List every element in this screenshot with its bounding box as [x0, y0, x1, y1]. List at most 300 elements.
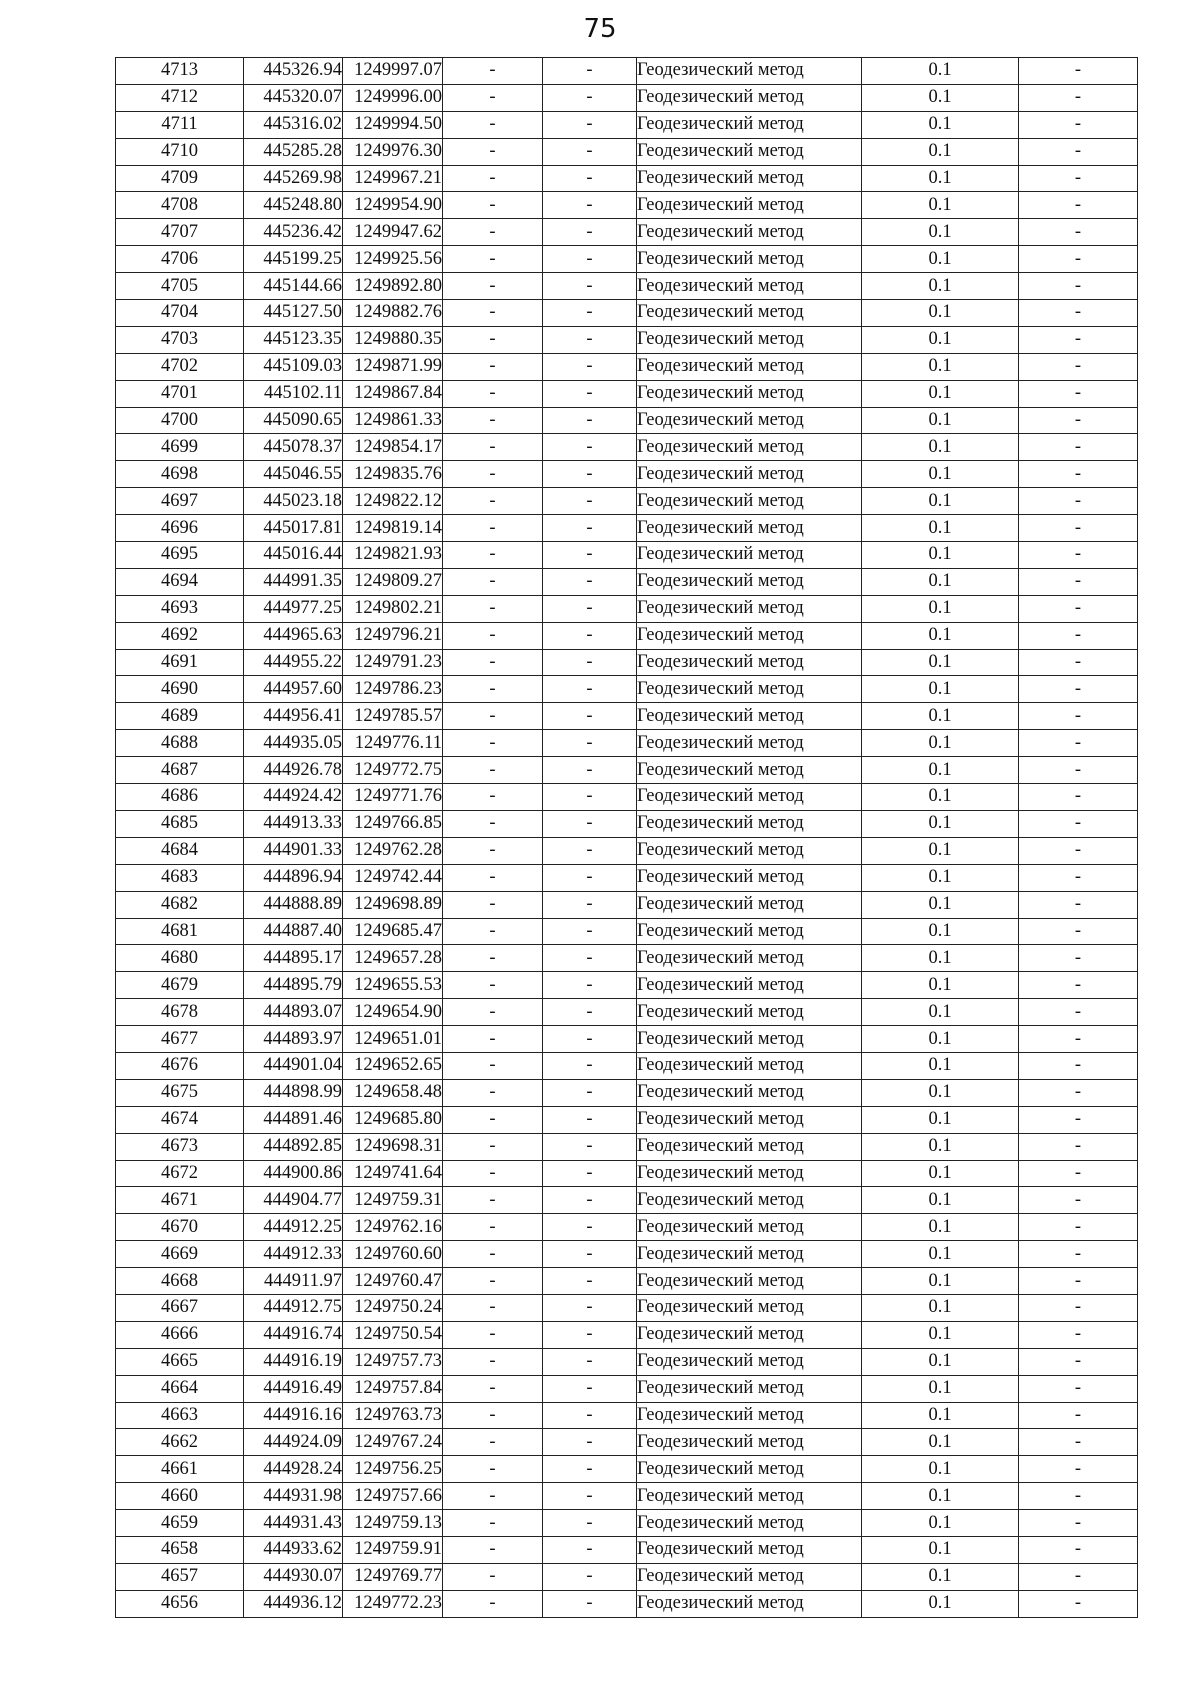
accuracy-cell: 0.1 [862, 1214, 1019, 1241]
dash-cell: - [443, 1160, 543, 1187]
dash-cell: - [1019, 1294, 1138, 1321]
method-cell: Геодезический метод [637, 1375, 862, 1402]
y-coordinate-cell: 1249757.84 [343, 1375, 443, 1402]
dash-cell: - [443, 1321, 543, 1348]
point-number-cell: 4673 [116, 1133, 244, 1160]
point-number-cell: 4661 [116, 1456, 244, 1483]
y-coordinate-cell: 1249685.47 [343, 918, 443, 945]
point-number-cell: 4687 [116, 757, 244, 784]
dash-cell: - [1019, 784, 1138, 811]
method-cell: Геодезический метод [637, 1590, 862, 1617]
dash-cell: - [1019, 84, 1138, 111]
point-number-cell: 4657 [116, 1563, 244, 1590]
x-coordinate-cell: 445199.25 [244, 246, 343, 273]
dash-cell: - [1019, 542, 1138, 569]
dash-cell: - [543, 111, 637, 138]
y-coordinate-cell: 1249835.76 [343, 461, 443, 488]
point-number-cell: 4707 [116, 219, 244, 246]
method-cell: Геодезический метод [637, 1187, 862, 1214]
dash-cell: - [1019, 1348, 1138, 1375]
dash-cell: - [543, 1590, 637, 1617]
x-coordinate-cell: 444895.79 [244, 972, 343, 999]
y-coordinate-cell: 1249822.12 [343, 488, 443, 515]
x-coordinate-cell: 444924.42 [244, 784, 343, 811]
method-cell: Геодезический метод [637, 434, 862, 461]
method-cell: Геодезический метод [637, 1321, 862, 1348]
method-cell: Геодезический метод [637, 1510, 862, 1537]
y-coordinate-cell: 1249759.91 [343, 1536, 443, 1563]
dash-cell: - [543, 192, 637, 219]
method-cell: Геодезический метод [637, 918, 862, 945]
table-row [116, 1321, 1138, 1348]
method-cell: Геодезический метод [637, 111, 862, 138]
y-coordinate-cell: 1249750.54 [343, 1321, 443, 1348]
dash-cell: - [543, 407, 637, 434]
dash-cell: - [443, 515, 543, 542]
accuracy-cell: 0.1 [862, 1456, 1019, 1483]
dash-cell: - [1019, 568, 1138, 595]
dash-cell: - [443, 595, 543, 622]
accuracy-cell: 0.1 [862, 353, 1019, 380]
dash-cell: - [443, 972, 543, 999]
x-coordinate-cell: 444895.17 [244, 945, 343, 972]
accuracy-cell: 0.1 [862, 595, 1019, 622]
point-number-cell: 4690 [116, 676, 244, 703]
y-coordinate-cell: 1249742.44 [343, 864, 443, 891]
point-number-cell: 4660 [116, 1483, 244, 1510]
point-number-cell: 4681 [116, 918, 244, 945]
dash-cell: - [543, 461, 637, 488]
accuracy-cell: 0.1 [862, 1563, 1019, 1590]
dash-cell: - [1019, 138, 1138, 165]
point-number-cell: 4671 [116, 1187, 244, 1214]
method-cell: Геодезический метод [637, 1026, 862, 1053]
dash-cell: - [543, 649, 637, 676]
method-cell: Геодезический метод [637, 192, 862, 219]
dash-cell: - [443, 622, 543, 649]
point-number-cell: 4697 [116, 488, 244, 515]
dash-cell: - [1019, 1079, 1138, 1106]
dash-cell: - [543, 1079, 637, 1106]
method-cell: Геодезический метод [637, 945, 862, 972]
y-coordinate-cell: 1249821.93 [343, 542, 443, 569]
point-number-cell: 4682 [116, 891, 244, 918]
point-number-cell: 4669 [116, 1241, 244, 1268]
dash-cell: - [443, 891, 543, 918]
dash-cell: - [543, 542, 637, 569]
x-coordinate-cell: 444935.05 [244, 730, 343, 757]
method-cell: Геодезический метод [637, 1536, 862, 1563]
dash-cell: - [443, 918, 543, 945]
table-row [116, 1214, 1138, 1241]
dash-cell: - [543, 1536, 637, 1563]
dash-cell: - [443, 1563, 543, 1590]
dash-cell: - [543, 757, 637, 784]
dash-cell: - [543, 353, 637, 380]
dash-cell: - [443, 1456, 543, 1483]
y-coordinate-cell: 1249871.99 [343, 353, 443, 380]
dash-cell: - [1019, 1429, 1138, 1456]
point-number-cell: 4678 [116, 999, 244, 1026]
y-coordinate-cell: 1249802.21 [343, 595, 443, 622]
x-coordinate-cell: 444931.43 [244, 1510, 343, 1537]
dash-cell: - [543, 1160, 637, 1187]
dash-cell: - [1019, 1536, 1138, 1563]
x-coordinate-cell: 444957.60 [244, 676, 343, 703]
point-number-cell: 4695 [116, 542, 244, 569]
dash-cell: - [1019, 515, 1138, 542]
table-row [116, 1079, 1138, 1106]
x-coordinate-cell: 445326.94 [244, 58, 343, 85]
point-number-cell: 4675 [116, 1079, 244, 1106]
point-number-cell: 4702 [116, 353, 244, 380]
dash-cell: - [1019, 1106, 1138, 1133]
table-row [116, 273, 1138, 300]
dash-cell: - [443, 219, 543, 246]
point-number-cell: 4658 [116, 1536, 244, 1563]
x-coordinate-cell: 444887.40 [244, 918, 343, 945]
method-cell: Геодезический метод [637, 1241, 862, 1268]
y-coordinate-cell: 1249996.00 [343, 84, 443, 111]
table-row [116, 515, 1138, 542]
method-cell: Геодезический метод [637, 84, 862, 111]
point-number-cell: 4664 [116, 1375, 244, 1402]
dash-cell: - [543, 1106, 637, 1133]
dash-cell: - [1019, 1590, 1138, 1617]
dash-cell: - [543, 165, 637, 192]
y-coordinate-cell: 1249760.47 [343, 1268, 443, 1295]
method-cell: Геодезический метод [637, 1079, 862, 1106]
accuracy-cell: 0.1 [862, 1241, 1019, 1268]
accuracy-cell: 0.1 [862, 864, 1019, 891]
accuracy-cell: 0.1 [862, 1348, 1019, 1375]
x-coordinate-cell: 444912.25 [244, 1214, 343, 1241]
table-row [116, 407, 1138, 434]
y-coordinate-cell: 1249769.77 [343, 1563, 443, 1590]
y-coordinate-cell: 1249685.80 [343, 1106, 443, 1133]
y-coordinate-cell: 1249785.57 [343, 703, 443, 730]
accuracy-cell: 0.1 [862, 461, 1019, 488]
accuracy-cell: 0.1 [862, 649, 1019, 676]
accuracy-cell: 0.1 [862, 488, 1019, 515]
method-cell: Геодезический метод [637, 999, 862, 1026]
dash-cell: - [443, 111, 543, 138]
accuracy-cell: 0.1 [862, 1026, 1019, 1053]
x-coordinate-cell: 444955.22 [244, 649, 343, 676]
dash-cell: - [443, 1106, 543, 1133]
x-coordinate-cell: 445269.98 [244, 165, 343, 192]
method-cell: Геодезический метод [637, 1456, 862, 1483]
x-coordinate-cell: 445102.11 [244, 380, 343, 407]
dash-cell: - [443, 649, 543, 676]
dash-cell: - [543, 999, 637, 1026]
dash-cell: - [543, 1348, 637, 1375]
x-coordinate-cell: 444892.85 [244, 1133, 343, 1160]
dash-cell: - [443, 461, 543, 488]
dash-cell: - [443, 1510, 543, 1537]
x-coordinate-cell: 444936.12 [244, 1590, 343, 1617]
y-coordinate-cell: 1249760.60 [343, 1241, 443, 1268]
dash-cell: - [543, 1483, 637, 1510]
table-row [116, 1106, 1138, 1133]
table-row [116, 1187, 1138, 1214]
y-coordinate-cell: 1249997.07 [343, 58, 443, 85]
dash-cell: - [543, 864, 637, 891]
dash-cell: - [443, 84, 543, 111]
dash-cell: - [543, 138, 637, 165]
y-coordinate-cell: 1249954.90 [343, 192, 443, 219]
method-cell: Геодезический метод [637, 219, 862, 246]
dash-cell: - [1019, 1241, 1138, 1268]
x-coordinate-cell: 444931.98 [244, 1483, 343, 1510]
dash-cell: - [443, 1402, 543, 1429]
point-number-cell: 4670 [116, 1214, 244, 1241]
dash-cell: - [443, 273, 543, 300]
method-cell: Геодезический метод [637, 1483, 862, 1510]
table-row [116, 1294, 1138, 1321]
dash-cell: - [1019, 434, 1138, 461]
y-coordinate-cell: 1249854.17 [343, 434, 443, 461]
x-coordinate-cell: 445046.55 [244, 461, 343, 488]
y-coordinate-cell: 1249947.62 [343, 219, 443, 246]
accuracy-cell: 0.1 [862, 1510, 1019, 1537]
table-row [116, 1026, 1138, 1053]
y-coordinate-cell: 1249658.48 [343, 1079, 443, 1106]
dash-cell: - [1019, 864, 1138, 891]
dash-cell: - [443, 1429, 543, 1456]
dash-cell: - [543, 703, 637, 730]
table-row [116, 1268, 1138, 1295]
accuracy-cell: 0.1 [862, 1187, 1019, 1214]
table-row [116, 864, 1138, 891]
dash-cell: - [443, 703, 543, 730]
method-cell: Геодезический метод [637, 837, 862, 864]
dash-cell: - [1019, 1214, 1138, 1241]
dash-cell: - [543, 918, 637, 945]
y-coordinate-cell: 1249759.31 [343, 1187, 443, 1214]
accuracy-cell: 0.1 [862, 380, 1019, 407]
table-row [116, 192, 1138, 219]
x-coordinate-cell: 444904.77 [244, 1187, 343, 1214]
x-coordinate-cell: 444956.41 [244, 703, 343, 730]
table-row [116, 1052, 1138, 1079]
x-coordinate-cell: 444930.07 [244, 1563, 343, 1590]
dash-cell: - [543, 1026, 637, 1053]
table-row [116, 837, 1138, 864]
point-number-cell: 4711 [116, 111, 244, 138]
accuracy-cell: 0.1 [862, 1268, 1019, 1295]
table-row [116, 945, 1138, 972]
accuracy-cell: 0.1 [862, 1402, 1019, 1429]
y-coordinate-cell: 1249867.84 [343, 380, 443, 407]
point-number-cell: 4662 [116, 1429, 244, 1456]
dash-cell: - [543, 676, 637, 703]
x-coordinate-cell: 444916.16 [244, 1402, 343, 1429]
dash-cell: - [1019, 918, 1138, 945]
dash-cell: - [1019, 730, 1138, 757]
point-number-cell: 4709 [116, 165, 244, 192]
accuracy-cell: 0.1 [862, 326, 1019, 353]
accuracy-cell: 0.1 [862, 568, 1019, 595]
method-cell: Геодезический метод [637, 757, 862, 784]
dash-cell: - [1019, 891, 1138, 918]
method-cell: Геодезический метод [637, 353, 862, 380]
point-number-cell: 4710 [116, 138, 244, 165]
method-cell: Геодезический метод [637, 1214, 862, 1241]
dash-cell: - [443, 1348, 543, 1375]
dash-cell: - [443, 138, 543, 165]
x-coordinate-cell: 444896.94 [244, 864, 343, 891]
y-coordinate-cell: 1249652.65 [343, 1052, 443, 1079]
accuracy-cell: 0.1 [862, 757, 1019, 784]
dash-cell: - [543, 58, 637, 85]
point-number-cell: 4676 [116, 1052, 244, 1079]
x-coordinate-cell: 445320.07 [244, 84, 343, 111]
x-coordinate-cell: 445123.35 [244, 326, 343, 353]
accuracy-cell: 0.1 [862, 1294, 1019, 1321]
table-row [116, 703, 1138, 730]
point-number-cell: 4704 [116, 300, 244, 327]
accuracy-cell: 0.1 [862, 1590, 1019, 1617]
dash-cell: - [543, 1456, 637, 1483]
method-cell: Геодезический метод [637, 676, 862, 703]
table-row [116, 1160, 1138, 1187]
table-row [116, 1590, 1138, 1617]
x-coordinate-cell: 445016.44 [244, 542, 343, 569]
y-coordinate-cell: 1249762.16 [343, 1214, 443, 1241]
x-coordinate-cell: 444901.33 [244, 837, 343, 864]
table-row [116, 542, 1138, 569]
table-row [116, 1456, 1138, 1483]
method-cell: Геодезический метод [637, 810, 862, 837]
coordinates-table [115, 57, 1138, 1618]
table-row [116, 891, 1138, 918]
accuracy-cell: 0.1 [862, 784, 1019, 811]
dash-cell: - [1019, 945, 1138, 972]
x-coordinate-cell: 445127.50 [244, 300, 343, 327]
dash-cell: - [1019, 1026, 1138, 1053]
dash-cell: - [1019, 1510, 1138, 1537]
dash-cell: - [443, 192, 543, 219]
table-body [116, 58, 1138, 1618]
method-cell: Геодезический метод [637, 649, 862, 676]
dash-cell: - [543, 622, 637, 649]
x-coordinate-cell: 444898.99 [244, 1079, 343, 1106]
x-coordinate-cell: 445078.37 [244, 434, 343, 461]
dash-cell: - [1019, 1375, 1138, 1402]
accuracy-cell: 0.1 [862, 58, 1019, 85]
table-row [116, 1510, 1138, 1537]
dash-cell: - [543, 1214, 637, 1241]
table-row [116, 353, 1138, 380]
dash-cell: - [543, 326, 637, 353]
dash-cell: - [443, 784, 543, 811]
method-cell: Геодезический метод [637, 1268, 862, 1295]
dash-cell: - [543, 837, 637, 864]
dash-cell: - [443, 246, 543, 273]
accuracy-cell: 0.1 [862, 837, 1019, 864]
dash-cell: - [1019, 246, 1138, 273]
y-coordinate-cell: 1249655.53 [343, 972, 443, 999]
point-number-cell: 4691 [116, 649, 244, 676]
y-coordinate-cell: 1249772.23 [343, 1590, 443, 1617]
accuracy-cell: 0.1 [862, 1375, 1019, 1402]
dash-cell: - [543, 1052, 637, 1079]
table-row [116, 111, 1138, 138]
method-cell: Геодезический метод [637, 461, 862, 488]
table-row [116, 138, 1138, 165]
x-coordinate-cell: 444916.74 [244, 1321, 343, 1348]
accuracy-cell: 0.1 [862, 192, 1019, 219]
accuracy-cell: 0.1 [862, 434, 1019, 461]
dash-cell: - [543, 1133, 637, 1160]
accuracy-cell: 0.1 [862, 542, 1019, 569]
dash-cell: - [1019, 273, 1138, 300]
point-number-cell: 4703 [116, 326, 244, 353]
method-cell: Геодезический метод [637, 1133, 862, 1160]
dash-cell: - [543, 972, 637, 999]
dash-cell: - [443, 676, 543, 703]
method-cell: Геодезический метод [637, 488, 862, 515]
dash-cell: - [443, 380, 543, 407]
table-row [116, 999, 1138, 1026]
accuracy-cell: 0.1 [862, 138, 1019, 165]
x-coordinate-cell: 444924.09 [244, 1429, 343, 1456]
y-coordinate-cell: 1249819.14 [343, 515, 443, 542]
x-coordinate-cell: 444893.97 [244, 1026, 343, 1053]
point-number-cell: 4683 [116, 864, 244, 891]
dash-cell: - [443, 1536, 543, 1563]
table-row [116, 568, 1138, 595]
dash-cell: - [443, 58, 543, 85]
x-coordinate-cell: 444911.97 [244, 1268, 343, 1295]
dash-cell: - [543, 246, 637, 273]
x-coordinate-cell: 444893.07 [244, 999, 343, 1026]
y-coordinate-cell: 1249766.85 [343, 810, 443, 837]
point-number-cell: 4672 [116, 1160, 244, 1187]
x-coordinate-cell: 444912.33 [244, 1241, 343, 1268]
accuracy-cell: 0.1 [862, 111, 1019, 138]
point-number-cell: 4706 [116, 246, 244, 273]
x-coordinate-cell: 444916.19 [244, 1348, 343, 1375]
dash-cell: - [443, 730, 543, 757]
dash-cell: - [1019, 676, 1138, 703]
dash-cell: - [543, 891, 637, 918]
dash-cell: - [1019, 326, 1138, 353]
dash-cell: - [543, 300, 637, 327]
dash-cell: - [443, 864, 543, 891]
dash-cell: - [1019, 757, 1138, 784]
method-cell: Геодезический метод [637, 273, 862, 300]
y-coordinate-cell: 1249750.24 [343, 1294, 443, 1321]
accuracy-cell: 0.1 [862, 972, 1019, 999]
point-number-cell: 4699 [116, 434, 244, 461]
dash-cell: - [1019, 380, 1138, 407]
method-cell: Геодезический метод [637, 1106, 862, 1133]
dash-cell: - [543, 595, 637, 622]
y-coordinate-cell: 1249976.30 [343, 138, 443, 165]
method-cell: Геодезический метод [637, 1294, 862, 1321]
dash-cell: - [443, 837, 543, 864]
accuracy-cell: 0.1 [862, 999, 1019, 1026]
dash-cell: - [1019, 165, 1138, 192]
dash-cell: - [443, 757, 543, 784]
x-coordinate-cell: 445316.02 [244, 111, 343, 138]
y-coordinate-cell: 1249882.76 [343, 300, 443, 327]
dash-cell: - [543, 1510, 637, 1537]
dash-cell: - [443, 300, 543, 327]
accuracy-cell: 0.1 [862, 1079, 1019, 1106]
